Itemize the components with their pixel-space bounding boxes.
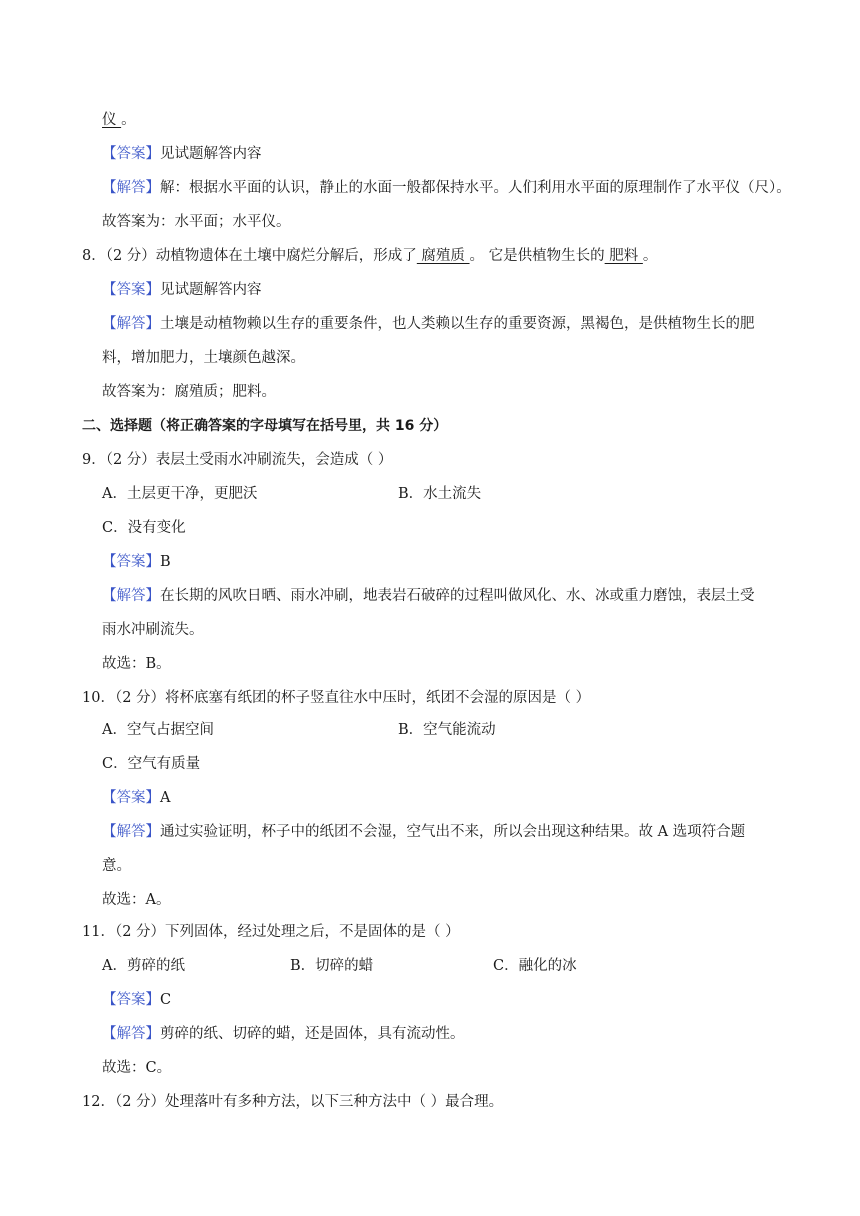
q7-explain	[102, 178, 791, 198]
q7-result: 故答案为：水平面；水平仪。	[102, 214, 291, 230]
explain-text: 通过实验证明，杯子中的纸团不会湿，空气出不来，所以会出现这种结果。故 A 选项符合题	[160, 824, 746, 840]
q9-answer	[102, 552, 171, 572]
answer-text: 见试题解答内容	[160, 282, 262, 298]
q11-option-c: C．融化的冰	[493, 958, 577, 974]
q8-answer	[102, 280, 262, 300]
q12-stem: 12．（2 分）处理落叶有多种方法，以下三种方法中（ ）最合理。	[82, 1094, 504, 1110]
q10-answer	[102, 788, 170, 808]
answer-text: 见试题解答内容	[160, 146, 262, 162]
q10-option-c: C．空气有质量	[102, 756, 201, 772]
q10-explain	[102, 822, 745, 842]
q8-blank2: 肥料	[604, 248, 643, 264]
q8-explain	[102, 314, 755, 334]
q11-stem: 11．（2 分）下列固体，经过处理之后，不是固体的是（ ）	[82, 924, 460, 940]
q10-option-b: B．空气能流动	[398, 722, 496, 738]
q11-answer	[102, 990, 171, 1010]
q7-tail	[102, 110, 136, 130]
answer-tag: 【答案】	[102, 146, 160, 162]
q8-text3: 。	[642, 248, 658, 264]
explain-tag: 【解答】	[102, 1026, 160, 1042]
q8-result: 故答案为：腐殖质；肥料。	[102, 384, 276, 400]
q8-text1: 8．（2 分）动植物遗体在土壤中腐烂分解后，形成了	[82, 248, 417, 264]
q11-result: 故选：C。	[102, 1060, 172, 1076]
answer-tag: 【答案】	[102, 992, 160, 1008]
answer-text: B	[160, 554, 171, 570]
q9-result: 故选：B。	[102, 656, 171, 672]
q9-explain-cont: 雨水冲刷流失。	[102, 622, 204, 638]
q9-stem: 9．（2 分）表层土受雨水冲刷流失，会造成（ ）	[82, 452, 393, 468]
q9-explain	[102, 586, 755, 606]
explain-text: 剪碎的纸、切碎的蜡，还是固体，具有流动性。	[160, 1026, 465, 1042]
q8-text2: 。 它是供植物生长的	[469, 248, 605, 264]
explain-tag: 【解答】	[102, 316, 160, 332]
q10-result: 故选：A。	[102, 892, 171, 908]
answer-tag: 【答案】	[102, 790, 160, 806]
answer-tag: 【答案】	[102, 554, 160, 570]
explain-tag: 【解答】	[102, 824, 160, 840]
explain-tag: 【解答】	[102, 180, 160, 196]
q11-option-a: A．剪碎的纸	[102, 958, 185, 974]
q10-stem: 10．（2 分）将杯底塞有纸团的杯子竖直往水中压时，纸团不会湿的原因是（ ）	[82, 690, 591, 706]
q7-blank: 仪	[102, 112, 122, 128]
q8-stem	[82, 246, 657, 266]
q7-tail-end: 。	[121, 112, 136, 128]
q11-explain	[102, 1024, 465, 1044]
q9-option-c: C．没有变化	[102, 520, 186, 536]
q9-option-b: B．水土流失	[398, 486, 482, 502]
q10-explain-cont: 意。	[102, 858, 131, 874]
q9-option-a: A．土层更干净，更肥沃	[102, 486, 258, 502]
explain-tag: 【解答】	[102, 588, 160, 604]
explain-text: 解：根据水平面的认识，静止的水面一般都保持水平。人们利用水平面的原理制作了水平仪（尺）。	[160, 180, 791, 196]
explain-text: 土壤是动植物赖以生存的重要条件，也人类赖以生存的重要资源，黑褐色，是供植物生长的肥	[160, 316, 755, 332]
q11-option-b: B．切碎的蜡	[290, 958, 374, 974]
q10-option-a: A．空气占据空间	[102, 722, 214, 738]
q8-blank1: 腐殖质	[416, 248, 470, 264]
explain-text: 在长期的风吹日晒、雨水冲刷，地表岩石破碎的过程叫做风化、水、冰或重力磨蚀，表层土受	[160, 588, 755, 604]
q8-explain-cont: 料，增加肥力，土壤颜色越深。	[102, 350, 305, 366]
section-heading: 二、选择题（将正确答案的字母填写在括号里，共 16 分）	[82, 418, 448, 434]
answer-text: C	[160, 992, 172, 1008]
answer-text: A	[160, 790, 171, 806]
answer-tag: 【答案】	[102, 282, 160, 298]
q7-answer	[102, 144, 262, 164]
